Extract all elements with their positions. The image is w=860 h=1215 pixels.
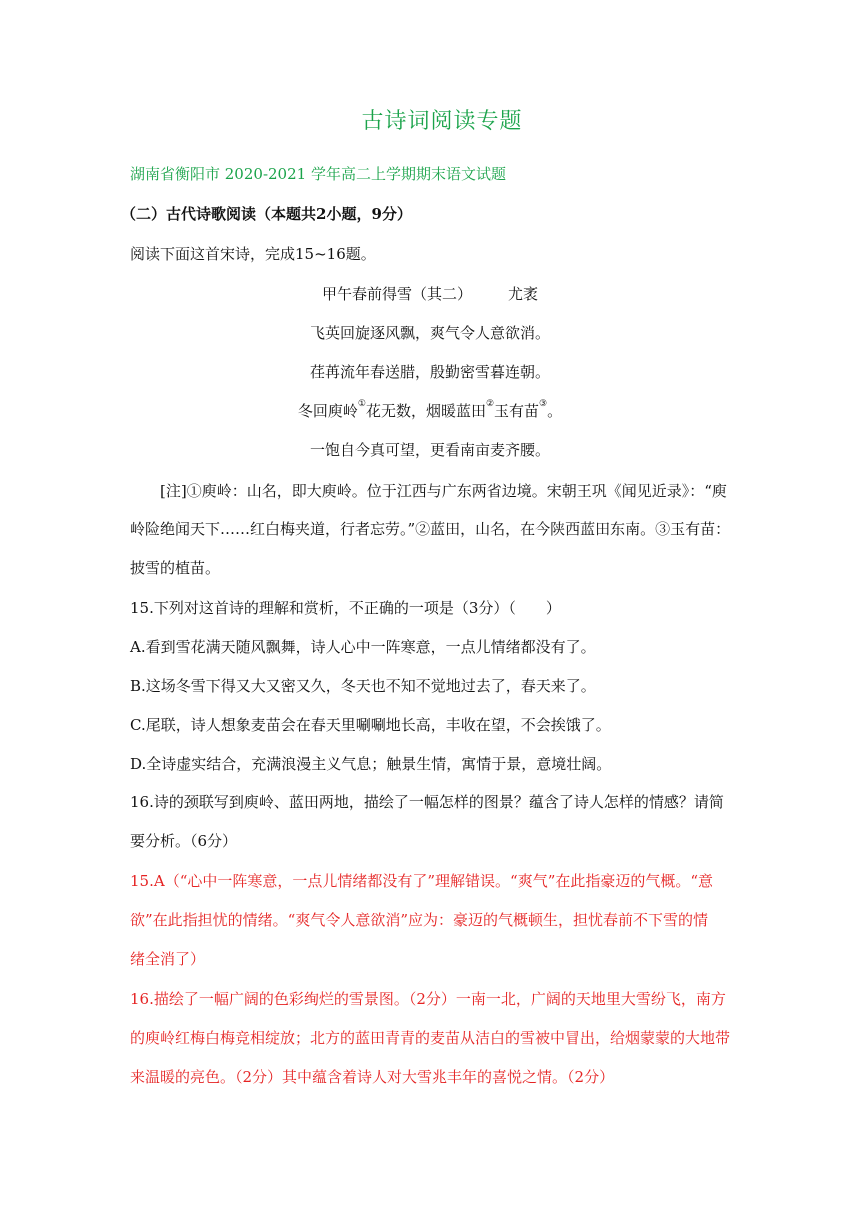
question-15-option-c: C.尾联，诗人想象麦苗会在春天里唰唰地长高，丰收在望，不会挨饿了。 — [130, 716, 611, 734]
poem-line-3-part-c: 玉有苗 — [494, 402, 540, 420]
note-line-3: 披雪的植苗。 — [130, 559, 221, 577]
poem-line-2: 荏苒流年春送腊，殷勤密雪暮连朝。 — [309, 363, 550, 381]
poem-line-4: 一饱自今真可望，更看南亩麦齐腰。 — [309, 441, 550, 459]
reading-instruction: 阅读下面这首宋诗，完成15~16题。 — [130, 245, 376, 263]
answer-16-line-1: 16.描绘了一幅广阔的色彩绚烂的雪景图。（2分）一南一北，广阔的天地里大雪纷飞，南方 — [130, 990, 726, 1008]
question-16-line-2: 要分析。（6分） — [130, 832, 238, 850]
poem-line-3-part-b: 花无数，烟暖蓝田 — [365, 402, 486, 420]
poem-line-1: 飞英回旋逐风飘，爽气令人意欲消。 — [309, 324, 550, 342]
answer-15-line-1: 15.A（“心中一阵寒意，一点儿情绪都没有了”理解错误。“爽气”在此指豪迈的气概。“意 — [130, 872, 714, 890]
answer-16-line-2: 的庾岭红梅白梅竞相绽放；北方的蓝田青青的麦苗从洁白的雪被中冒出，给烟蒙蒙的大地带 — [130, 1029, 731, 1047]
poem-author: 尤袤 — [508, 285, 539, 303]
page-title: 古诗词阅读专题 — [361, 109, 523, 134]
note-marker-3: ③ — [539, 399, 548, 409]
question-15-option-d: D.全诗虚实结合，充满浪漫主义气息；触景生情，寓情于景，意境壮阔。 — [130, 755, 612, 773]
poem-line-3-part-d: 。 — [547, 402, 563, 420]
poem-line-3 — [130, 400, 730, 421]
answer-15-line-3: 绪全消了） — [130, 950, 206, 968]
poem-title-line — [130, 283, 730, 304]
question-15-option-a: A.看到雪花满天随风飘舞，诗人心中一阵寒意，一点儿情绪都没有了。 — [130, 638, 596, 656]
answer-15-line-2: 欲”在此指担忧的情绪。“爽气令人意欲消”应为：豪迈的气概顿生，担忧春前不下雪的情 — [130, 911, 709, 929]
poem-title: 甲午春前得雪（其二） — [321, 285, 472, 303]
note-line-2: 岭险绝闻天下……红白梅夹道，行者忘劳。”②蓝田，山名，在今陕西蓝田东南。③玉有苗： — [130, 520, 731, 538]
answer-16-line-3: 来温暖的亮色。（2分）其中蕴含着诗人对大雪兆丰年的喜悦之情。（2分） — [130, 1068, 615, 1086]
exam-source: 湖南省衡阳市 2020-2021 学年高二上学期期末语文试题 — [130, 165, 506, 183]
question-15-stem: 15.下列对这首诗的理解和赏析，不正确的一项是（3分）（ ） — [130, 599, 561, 617]
section-title: （二）古代诗歌阅读（本题共2小题，9分） — [121, 205, 412, 223]
question-16-line-1: 16.诗的颈联写到庾岭、蓝田两地，描绘了一幅怎样的图景？蕴含了诗人怎样的情感？请简 — [130, 793, 724, 811]
note-marker-1: ① — [357, 399, 366, 409]
note-line-1: [注]①庾岭：山名，即大庾岭。位于江西与广东两省边境。宋朝王巩《闻见近录》：“庾 — [160, 482, 727, 500]
poem-line-3-part-a: 冬回庾岭 — [297, 402, 358, 420]
question-15-option-b: B.这场冬雪下得又大又密又久，冬天也不知不觉地过去了，春天来了。 — [130, 677, 596, 695]
note-marker-2: ② — [485, 399, 495, 409]
